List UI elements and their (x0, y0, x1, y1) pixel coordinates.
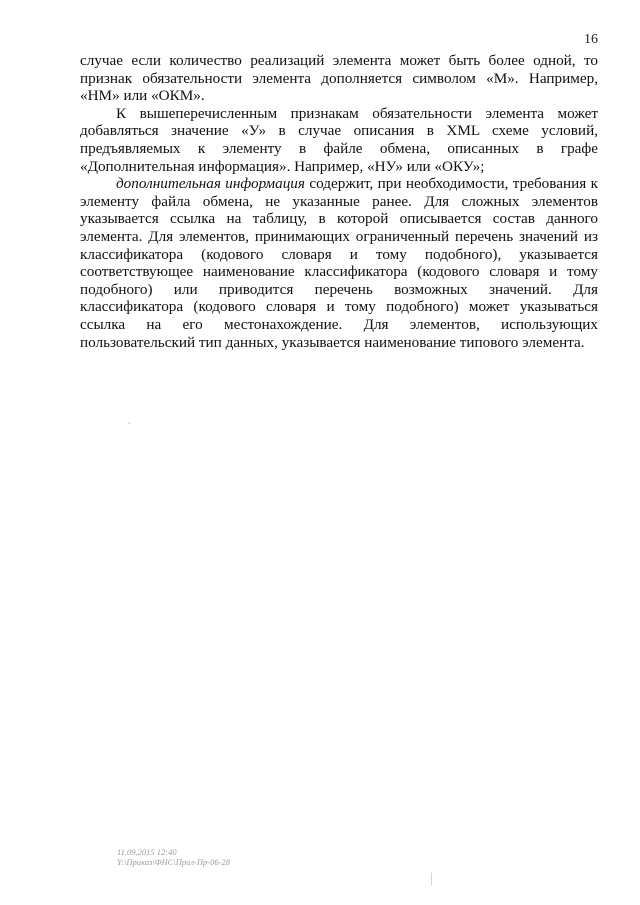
footer-stamp (117, 847, 230, 867)
document-body (80, 52, 598, 351)
paragraph-2 (80, 105, 598, 175)
paragraph-3 (80, 175, 598, 351)
paragraph-1-text: случае если количество реализаций элемента может быть более одной, то признак обязательности элемента дополняется символом «М». Например, «НМ» или «ОКМ». (80, 52, 598, 105)
footer-file-path: Y:\Приказ\ФНС\Прил-Пр-06-28 (117, 857, 230, 867)
paragraph-1 (80, 52, 598, 105)
page-number: 16 (584, 32, 598, 47)
paragraph-3-text: содержит, при необходимости, требования к элементу файла обмена, не указанные ранее. Для сложных элементов указывается ссылка на таблицу, в которой описывается состав данного элемента. Для элементов, принимающих ограниченный перечень значений из классификатора (кодового словаря и тому подобного), указывается соответствующее наименование классификатора (кодового словаря и тому подобного) или приводится перечень возможных значений. Для классификатора (кодового словаря и тому подобного) может указываться ссылка на его местонахождение. Для элементов, использующих пользовательский тип данных, указывается наименование типового элемента. (80, 175, 598, 351)
footer-timestamp: 11.09.2015 12:40 (117, 847, 177, 857)
paragraph-3-term: дополнительная информация (116, 175, 305, 193)
paragraph-2-text: К вышеперечисленным признакам обязательности элемента может добавляться значение «У» в случае описания в XML схеме условий, предъявляемых к элементу в файле обмена, описанных в графе «Дополнительная информация». Например, «НУ» или «ОКУ»; (80, 104, 598, 175)
